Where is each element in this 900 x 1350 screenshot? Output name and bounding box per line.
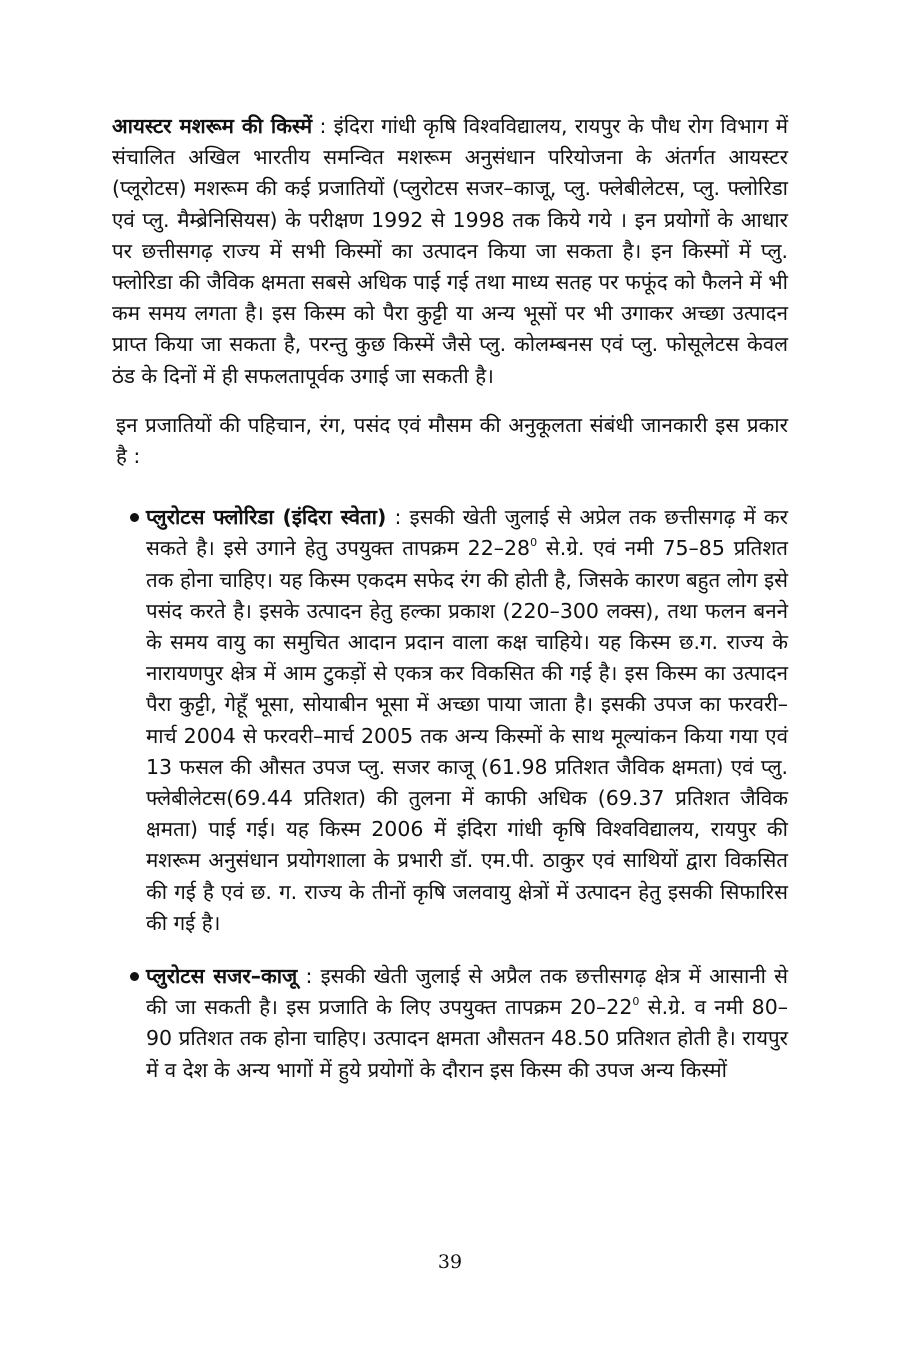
- species-title: प्लुरोटस फ्लोरिडा (इंदिरा स्वेता): [146, 505, 387, 530]
- list-item: [112, 961, 788, 1086]
- species-text-continued: से.ग्रे. व नमी 80–90 प्रतिशत तक होना चाहिए। उत्पादन क्षमता औसतन 48.50 प्रतिशत होती है। रायपुर में व देश के अन्य भागों में हुये प्रयोगों के दौरान इस किस्म की उपज अन्य किस्मों: [146, 995, 788, 1082]
- intro-text: : इंदिरा गांधी कृषि विश्वविद्यालय, रायपुर के पौध रोग विभाग में संचालित अखिल भारतीय समन्वित मशरूम अनुसंधान परियोजना के अंतर्गत आयस्टर (प्लूरोटस) मशरूम की कई प्रजातियों (प्लुरोटस सजर–काजू, प्लु. फ्लेबीलेटस, प्लु. फ्लोरिडा एवं प्लु. मैम्ब्रेनिसियस) के परीक्षण 1992 से 1998 तक किये गये । इन प्रयोगों के आधार पर छत्तीसगढ़ राज्य में सभी किस्मों का उत्पादन किया जा सकता है। इन किस्मों में प्लु. फ्लोरिडा की जैविक क्षमता सबसे अधिक पाई गई तथा माध्य सतह पर फफूंद को फैलने में भी कम समय लगता है। इस किस्म को पैरा कुट्टी या अन्य भूसों पर भी उगाकर अच्छा उत्पादन प्राप्त किया जा सकता है, परन्तु कुछ किस्में जैसे प्लु. कोलम्बनस एवं प्लु. फोसूलेटस केवल ठंड के दिनों में ही सफलतापूर्वक उगाई जा सकती है।: [112, 114, 788, 388]
- species-text: : इसकी खेती जुलाई से अप्रेल तक छत्तीसगढ़ में कर सकते है। इसे उगाने हेतु उपयुक्त तापक्रम 22–28: [146, 505, 788, 561]
- page-number: 39: [437, 1251, 463, 1273]
- bullet-icon: [130, 513, 139, 522]
- intro-paragraph: [112, 111, 788, 392]
- species-text-continued: से.ग्रे. एवं नमी 75–85 प्रतिशत तक होना चाहिए। यह किस्म एकदम सफेद रंग की होती है, जिसके कारण बहुत लोग इसे पसंद करते है। इसके उत्पादन हेतु हल्का प्रकाश (220–300 लक्स), तथा फलन बनने के समय वायु का समुचित आदान प्रदान वाला कक्ष चाहिये। यह किस्म छ.ग. राज्य के नारायणपुर क्षेत्र में आम टुकड़ों से एकत्र कर विकसित की गई है। इस किस्म का उत्पादन पैरा कुट्टी, गेहूँ भूसा, सोयाबीन भूसा में अच्छा पाया जाता है। इसकी उपज का फरवरी–मार्च 2004 से फरवरी–मार्च 2005 तक अन्य किस्मों के साथ मूल्यांकन किया गया एवं 13 फसल की औसत उपज प्लु. सजर काजू (61.98 प्रतिशत जैविक क्षमता) एवं प्लु. फ्लेबीलेटस(69.44 प्रतिशत) की तुलना में काफी अधिक (69.37 प्रतिशत जैविक क्षमता) पाई गई। यह किस्म 2006 में इंदिरा गांधी कृषि विश्वविद्यालय, रायपुर की मशरूम अनुसंधान प्रयोगशाला के प्रभारी डॉ. एम.पी. ठाकुर एवं साथियों द्वारा विकसित की गई है एवं छ. ग. राज्य के तीनों कृषि जलवायु क्षेत्रों में उत्पादन हेतु इसकी सिफारिस की गई है।: [146, 536, 788, 935]
- species-text: : इसकी खेती जुलाई से अप्रैल तक छत्तीसगढ़ क्षेत्र में आसानी से की जा सकती है। इस प्रजाति के लिए उपयुक्त तापक्रम 20–22: [146, 964, 788, 1020]
- species-intro-paragraph: इन प्रजातियों की पहिचान, रंग, पसंद एवं मौसम की अनुकूलता संबंधी जानकारी इस प्रकार है :: [116, 412, 788, 469]
- intro-heading: आयस्टर मशरूम की किस्में: [112, 114, 313, 138]
- species-title: प्लुरोटस सजर–काजू: [146, 964, 298, 989]
- list-item-paragraph: [146, 961, 788, 1086]
- list-item-paragraph: [146, 502, 788, 939]
- page-content: [112, 111, 788, 1086]
- degree-superscript: 0: [530, 536, 538, 550]
- bullet-icon: [130, 972, 139, 981]
- degree-superscript: 0: [632, 995, 640, 1009]
- list-item: [112, 502, 788, 939]
